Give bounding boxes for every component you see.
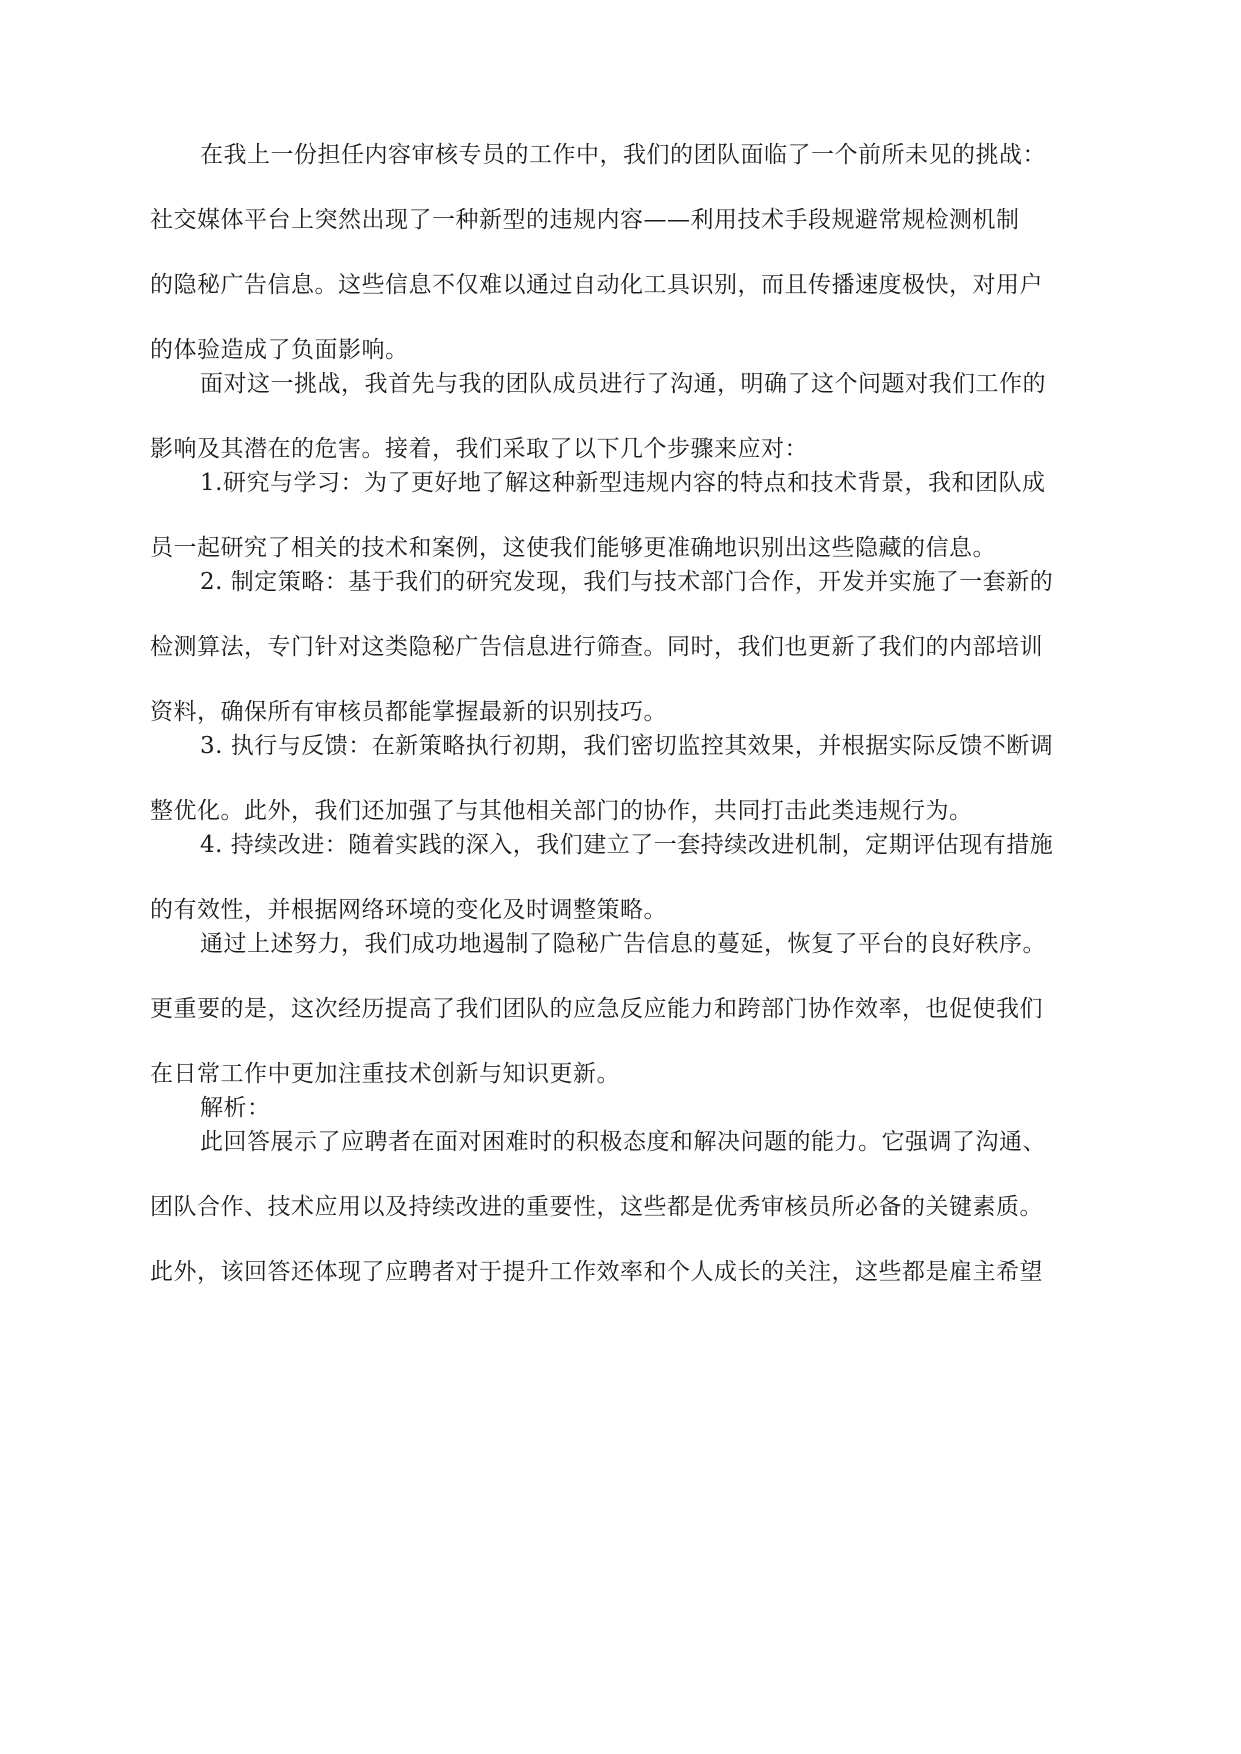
- text-line: 此回答展示了应聘者在面对困难时的积极态度和解决问题的能力。它强调了沟通、: [200, 1129, 1046, 1155]
- text-line: 的体验造成了负面影响。: [150, 337, 409, 363]
- text-line: 团队合作、技术应用以及持续改进的重要性，这些都是优秀审核员所必备的关键素质。: [150, 1194, 1043, 1220]
- text-line: 社交媒体平台上突然出现了一种新型的违规内容——利用技术手段规避常规检测机制: [150, 207, 1020, 233]
- paragraph-analysis: [150, 1125, 1110, 1289]
- paragraph-step-1: [150, 466, 1110, 565]
- text-line: 4. 持续改进：随着实践的深入，我们建立了一套持续改进机制，定期评估现有措施: [200, 832, 1054, 858]
- text-line: 的有效性，并根据网络环境的变化及时调整策略。: [150, 897, 667, 923]
- text-line: 资料，确保所有审核员都能掌握最新的识别技巧。: [150, 699, 667, 725]
- paragraph-analysis-heading: [150, 1091, 1110, 1125]
- text-line: 通过上述努力，我们成功地遏制了隐秘广告信息的蔓延，恢复了平台的良好秩序。: [200, 931, 1046, 957]
- analysis-heading: 解析：: [200, 1095, 271, 1121]
- text-line: 检测算法，专门针对这类隐秘广告信息进行筛查。同时，我们也更新了我们的内部培训: [150, 634, 1043, 660]
- paragraph-step-3: [150, 729, 1110, 828]
- text-line: 1.研究与学习：为了更好地了解这种新型违规内容的特点和技术背景，我和团队成: [200, 470, 1046, 496]
- text-line: 面对这一挑战，我首先与我的团队成员进行了沟通，明确了这个问题对我们工作的: [200, 371, 1046, 397]
- text-line: 员一起研究了相关的技术和案例，这使我们能够更准确地识别出这些隐藏的信息。: [150, 535, 996, 561]
- text-line: 3. 执行与反馈：在新策略执行初期，我们密切监控其效果，并根据实际反馈不断调: [200, 733, 1054, 759]
- paragraph-step-4: [150, 828, 1110, 927]
- paragraph-challenge: [150, 138, 1110, 367]
- text-line: 的隐秘广告信息。这些信息不仅难以通过自动化工具识别，而且传播速度极快，对用户: [150, 272, 1043, 298]
- document-body: [150, 138, 1110, 1289]
- text-line: 整优化。此外，我们还加强了与其他相关部门的协作，共同打击此类违规行为。: [150, 798, 973, 824]
- paragraph-step-2: [150, 565, 1110, 729]
- text-line: 影响及其潜在的危害。接着，我们采取了以下几个步骤来应对：: [150, 436, 808, 462]
- paragraph-response: [150, 367, 1110, 466]
- paragraph-result: [150, 927, 1110, 1091]
- text-line: 更重要的是，这次经历提高了我们团队的应急反应能力和跨部门协作效率，也促使我们: [150, 996, 1043, 1022]
- text-line: 在日常工作中更加注重技术创新与知识更新。: [150, 1061, 620, 1087]
- text-line: 在我上一份担任内容审核专员的工作中，我们的团队面临了一个前所未见的挑战：: [200, 142, 1046, 168]
- text-line: 此外，该回答还体现了应聘者对于提升工作效率和个人成长的关注，这些都是雇主希望: [150, 1259, 1043, 1285]
- text-line: 2. 制定策略：基于我们的研究发现，我们与技术部门合作，开发并实施了一套新的: [200, 569, 1054, 595]
